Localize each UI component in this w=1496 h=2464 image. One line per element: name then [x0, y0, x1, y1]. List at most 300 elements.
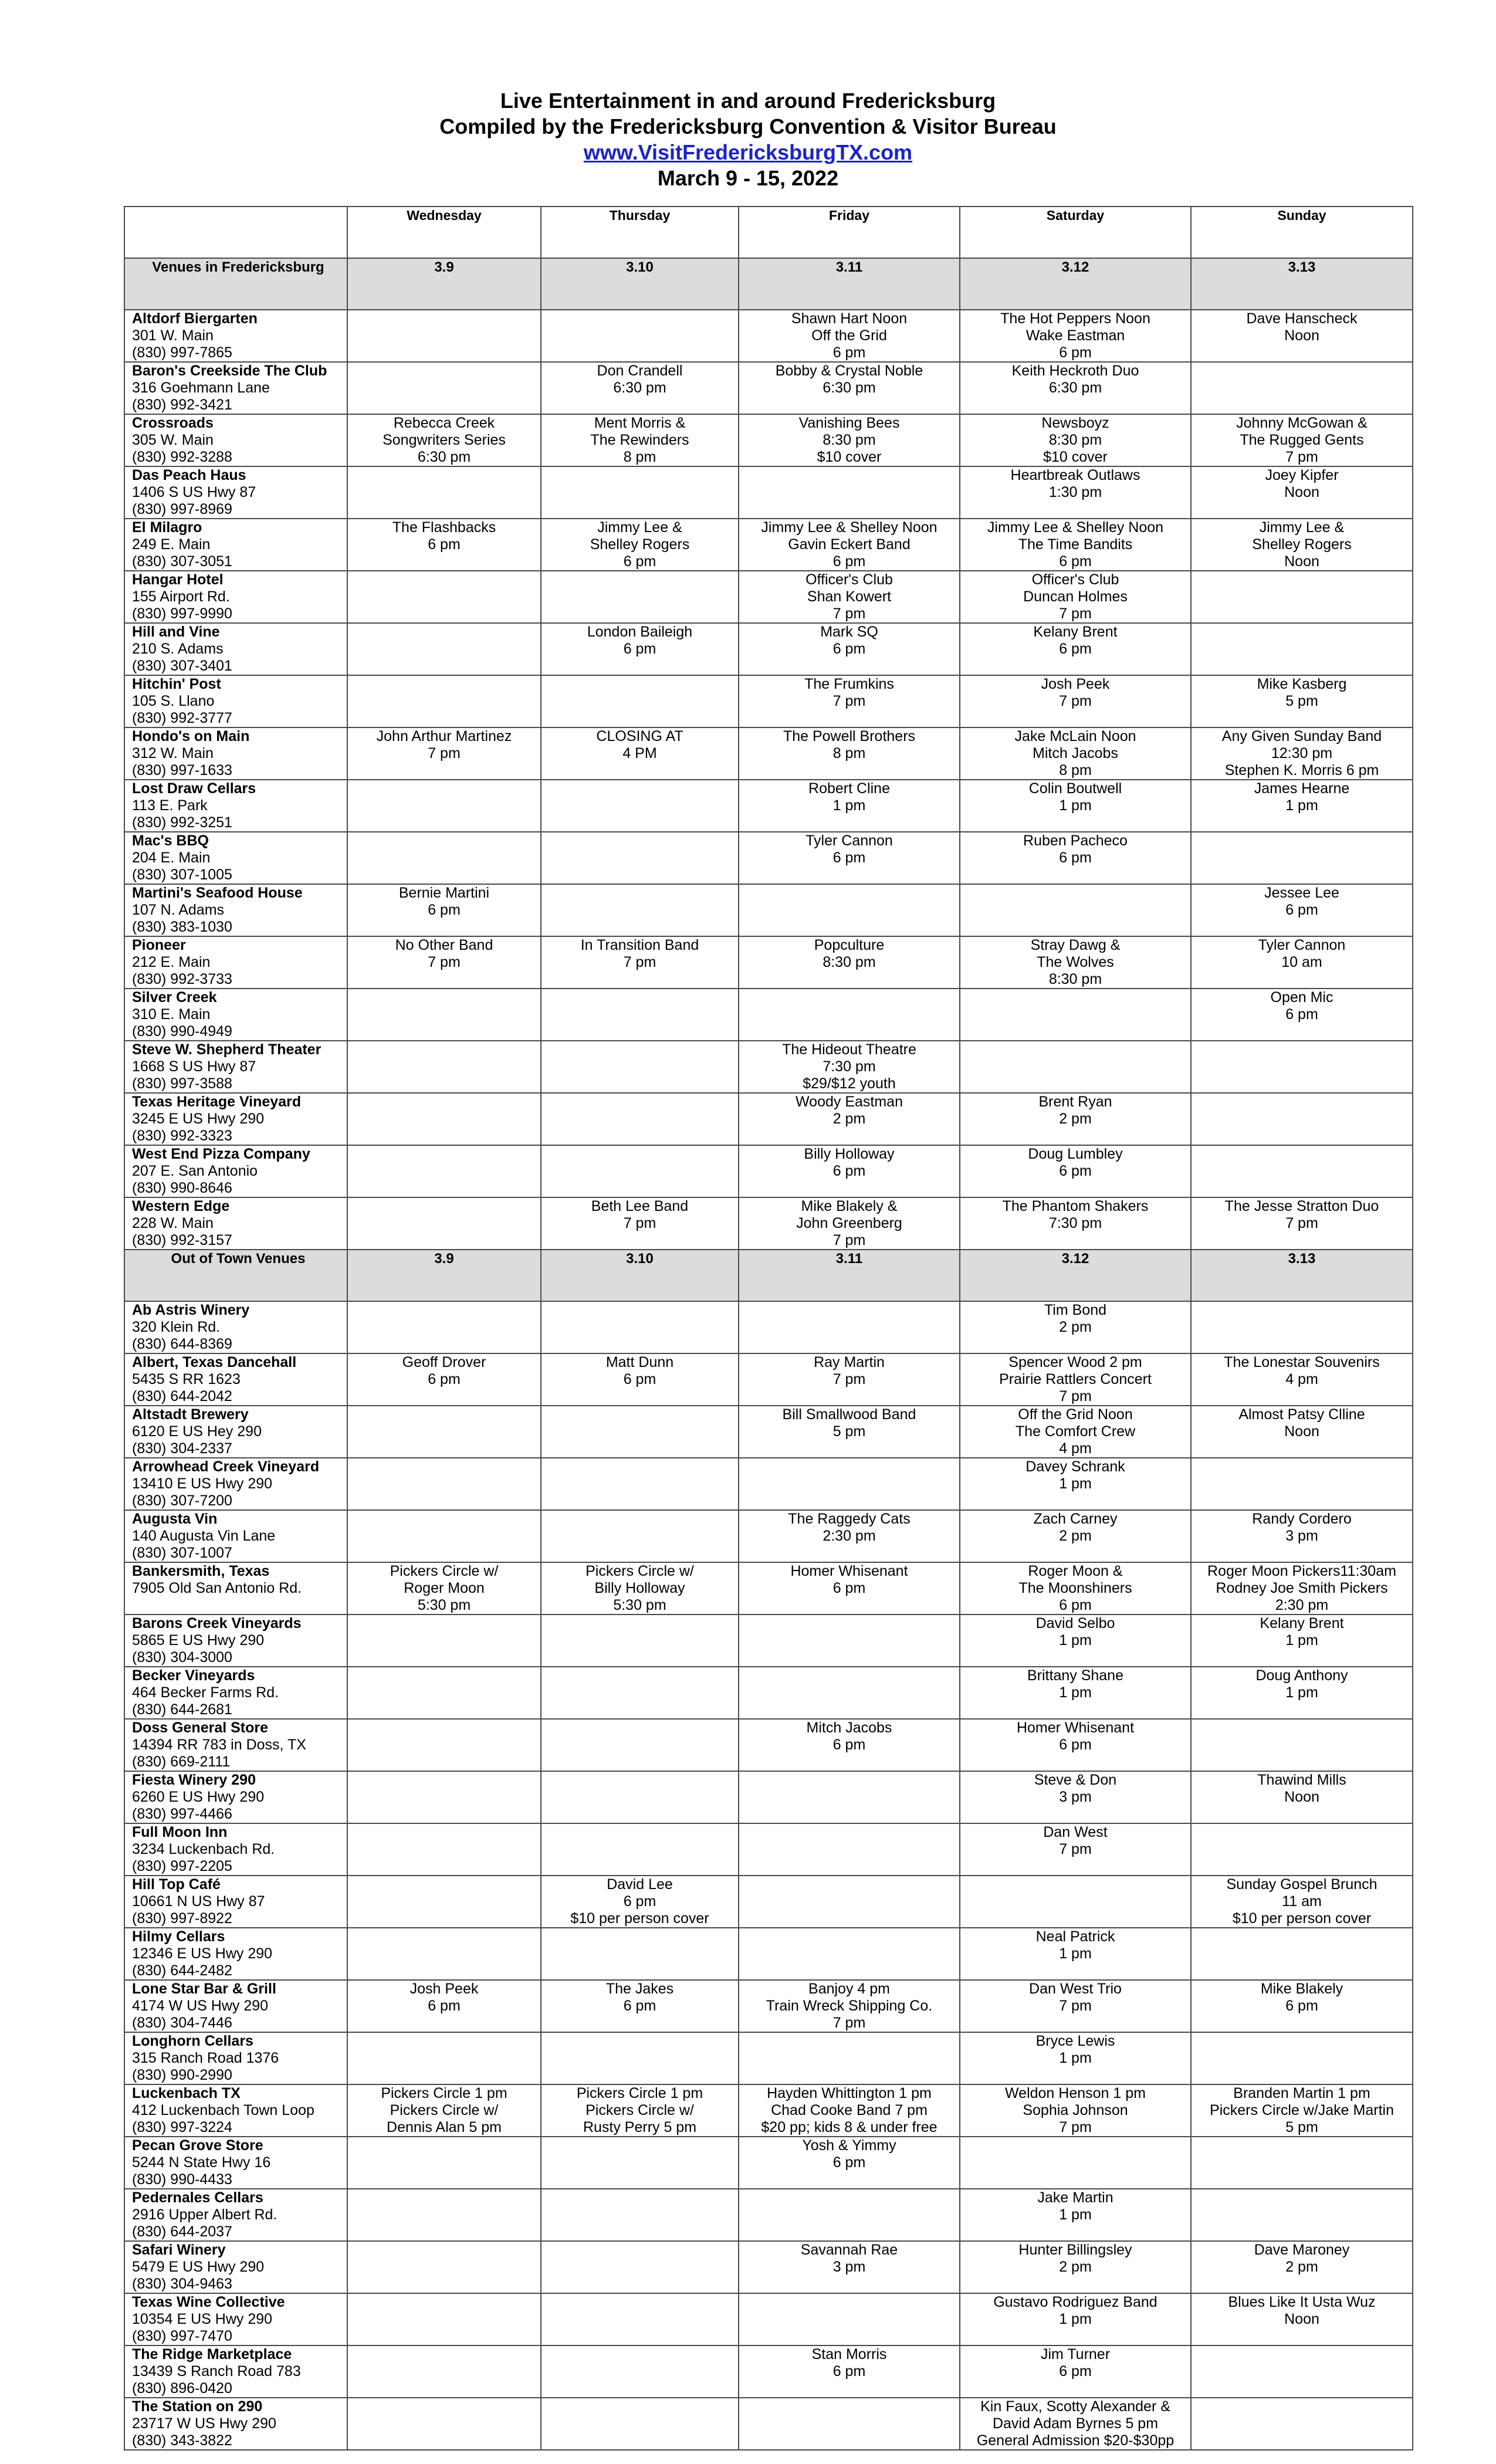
venue-name: Longhorn Cellars — [132, 2033, 253, 2049]
venue-cell — [124, 466, 347, 519]
venue-address: 212 E. Main — [132, 954, 211, 970]
event-cell — [960, 310, 1191, 362]
event-cell — [347, 727, 541, 780]
event-line: 6:30 pm — [417, 449, 471, 465]
venue-row — [124, 571, 1413, 623]
venue-phone: (830) 896-0420 — [132, 2380, 232, 2397]
event-line: The Frumkins — [804, 676, 894, 692]
event-cell — [960, 1615, 1191, 1667]
event-line: Shan Kowert — [807, 588, 892, 605]
venue-row — [124, 362, 1413, 414]
venue-phone: (830) 990-4433 — [132, 2171, 232, 2188]
event-cell — [1191, 623, 1413, 675]
event-line: Brittany Shane — [1027, 1667, 1123, 1684]
event-cell — [739, 2398, 960, 2450]
event-cell — [541, 1980, 739, 2032]
event-line: Thawind Mills — [1257, 1772, 1346, 1788]
event-line: 6 pm — [623, 1371, 656, 1387]
event-cell — [1191, 989, 1413, 1041]
event-line: David Selbo — [1035, 1615, 1115, 1632]
event-cell — [347, 675, 541, 727]
event-cell — [1191, 1510, 1413, 1562]
event-line: 12:30 pm — [1271, 745, 1333, 761]
event-line: 7 pm — [623, 1215, 656, 1231]
event-line: Off the Grid Noon — [1018, 1406, 1133, 1423]
venue-name: Barons Creek Vineyards — [132, 1615, 302, 1632]
venue-row — [124, 675, 1413, 727]
event-cell — [347, 1667, 541, 1719]
event-cell — [347, 1876, 541, 1928]
day-header: Sunday — [1191, 207, 1413, 258]
event-cell — [1191, 936, 1413, 989]
event-cell — [1191, 727, 1413, 780]
venue-row — [124, 310, 1413, 362]
venue-phone: (830) 997-8969 — [132, 501, 232, 517]
event-line: 1 pm — [1059, 797, 1092, 814]
event-line: Almost Patsy Clline — [1238, 1406, 1365, 1423]
event-cell — [960, 832, 1191, 884]
event-line: Ruben Pacheco — [1023, 832, 1128, 849]
venue-phone: (830) 990-2990 — [132, 2067, 232, 2083]
event-line: Beth Lee Band — [591, 1198, 689, 1214]
event-line: Kelany Brent — [1033, 624, 1118, 640]
event-cell — [541, 936, 739, 989]
event-line: Tyler Cannon — [1258, 937, 1346, 953]
event-line: Dave Hanscheck — [1246, 310, 1358, 327]
event-cell — [739, 1301, 960, 1353]
venue-phone: (830) 990-8646 — [132, 1180, 232, 1196]
event-line: No Other Band — [395, 937, 493, 953]
event-line: 2 pm — [1285, 2259, 1318, 2275]
event-line: Train Wreck Shipping Co. — [766, 1998, 933, 2014]
day-header-spacer — [124, 207, 347, 258]
event-line: The Hideout Theatre — [782, 1041, 916, 1058]
event-cell — [541, 310, 739, 362]
event-cell — [1191, 832, 1413, 884]
section-date: 3.12 — [960, 258, 1191, 310]
venue-row — [124, 623, 1413, 675]
venue-cell — [124, 2032, 347, 2084]
venue-address: 7905 Old San Antonio Rd. — [132, 1580, 302, 1596]
event-line: Roger Moon Pickers11:30am — [1207, 1563, 1396, 1579]
venue-address: 207 E. San Antonio — [132, 1163, 258, 1179]
event-line: 5:30 pm — [613, 1597, 666, 1613]
event-cell — [541, 1145, 739, 1197]
venue-cell — [124, 1771, 347, 1823]
venue-name: Martini's Seafood House — [132, 885, 303, 901]
event-line: 6 pm — [428, 902, 461, 918]
venue-name: Lost Draw Cellars — [132, 780, 256, 797]
event-cell — [1191, 884, 1413, 936]
event-line: David Adam Byrnes 5 pm — [992, 2415, 1159, 2432]
venue-cell — [124, 1823, 347, 1876]
event-cell — [960, 1928, 1191, 1980]
event-line: 6 pm — [623, 1893, 656, 1910]
event-cell — [960, 989, 1191, 1041]
venue-name: Western Edge — [132, 1198, 230, 1214]
event-line: Any Given Sunday Band — [1221, 728, 1382, 744]
event-line: Officer's Club — [1031, 571, 1119, 588]
event-line: 5 pm — [1285, 693, 1318, 709]
event-line: Pickers Circle 1 pm — [576, 2085, 703, 2101]
event-cell — [960, 362, 1191, 414]
venue-cell — [124, 832, 347, 884]
venue-phone: (830) 997-1633 — [132, 762, 232, 779]
event-cell — [739, 1771, 960, 1823]
venue-address: 5479 E US Hwy 290 — [132, 2259, 265, 2275]
venue-cell — [124, 1562, 347, 1615]
venue-cell — [124, 675, 347, 727]
venue-phone: (830) 992-3251 — [132, 814, 232, 831]
event-line: 7 pm — [832, 693, 866, 709]
venue-name: The Station on 290 — [132, 2398, 263, 2415]
venue-address: 6120 E US Hey 290 — [132, 1423, 262, 1440]
event-line: 6 pm — [832, 553, 866, 570]
event-cell — [541, 2137, 739, 2189]
event-line: The Comfort Crew — [1015, 1423, 1136, 1440]
event-line: 2 pm — [1059, 1111, 1092, 1127]
venue-cell — [124, 936, 347, 989]
venue-address: 305 W. Main — [132, 432, 214, 448]
venue-cell — [124, 1719, 347, 1771]
event-line: Brent Ryan — [1038, 1094, 1112, 1110]
event-cell — [739, 1093, 960, 1145]
venue-address: 14394 RR 783 in Doss, TX — [132, 1737, 306, 1753]
event-cell — [739, 310, 960, 362]
event-cell — [739, 780, 960, 832]
event-line: 7 pm — [1285, 1215, 1318, 1231]
event-line: Roger Moon & — [1028, 1563, 1123, 1579]
event-cell — [541, 1458, 739, 1510]
venue-phone: (830) 997-8922 — [132, 1910, 232, 1927]
event-cell — [1191, 2241, 1413, 2293]
venue-phone: (830) 343-3822 — [132, 2432, 232, 2449]
event-line: 1 pm — [1059, 1475, 1092, 1492]
venue-cell — [124, 1301, 347, 1353]
event-cell — [960, 936, 1191, 989]
event-line: 8 pm — [1059, 762, 1092, 779]
event-line: Jimmy Lee & Shelley Noon — [987, 519, 1164, 536]
event-line: Neal Patrick — [1035, 1928, 1115, 1945]
venue-name: Pecan Grove Store — [132, 2137, 263, 2154]
venue-phone: (830) 383-1030 — [132, 919, 232, 935]
event-line: Pickers Circle w/ — [585, 2102, 694, 2118]
event-line: Rodney Joe Smith Pickers — [1216, 1580, 1388, 1596]
event-line: 6 pm — [623, 553, 656, 570]
event-line: 7 pm — [623, 954, 656, 970]
schedule-table — [124, 206, 1413, 2451]
event-line: Steve & Don — [1034, 1772, 1117, 1788]
event-cell — [739, 1823, 960, 1876]
section-date: 3.10 — [541, 1250, 739, 1301]
event-cell — [1191, 1353, 1413, 1406]
event-cell — [1191, 1823, 1413, 1876]
event-cell — [960, 1197, 1191, 1250]
section-date: 3.11 — [739, 258, 960, 310]
venue-address: 2916 Upper Albert Rd. — [132, 2206, 277, 2223]
event-cell — [960, 1301, 1191, 1353]
event-cell — [1191, 2084, 1413, 2137]
venue-name: Crossroads — [132, 415, 214, 431]
venue-address: 412 Luckenbach Town Loop — [132, 2102, 314, 2118]
event-cell — [347, 2345, 541, 2398]
event-cell — [1191, 2398, 1413, 2450]
event-cell — [960, 884, 1191, 936]
venue-row — [124, 2293, 1413, 2345]
venue-row — [124, 1980, 1413, 2032]
venue-cell — [124, 884, 347, 936]
venue-name: Augusta Vin — [132, 1511, 218, 1527]
event-cell — [739, 1041, 960, 1093]
event-line: 6 pm — [428, 536, 461, 553]
event-line: Spencer Wood 2 pm — [1008, 1354, 1142, 1370]
event-line: 7 pm — [1059, 1998, 1092, 2014]
venue-phone: (830) 644-2042 — [132, 1388, 232, 1404]
event-cell — [541, 1823, 739, 1876]
event-line: 4 PM — [622, 745, 657, 761]
day-header: Friday — [739, 207, 960, 258]
event-line: 7 pm — [832, 1371, 866, 1387]
event-line: 8:30 pm — [1048, 971, 1102, 987]
venue-address: 301 W. Main — [132, 327, 214, 344]
event-line: 6 pm — [1059, 1597, 1092, 1613]
venue-phone: (830) 997-3224 — [132, 2119, 232, 2135]
event-cell — [960, 1980, 1191, 2032]
event-cell — [739, 1145, 960, 1197]
event-line: 2:30 pm — [823, 1528, 876, 1544]
event-line: Yosh & Yimmy — [802, 2137, 896, 2154]
event-line: 6 pm — [832, 1580, 866, 1596]
venue-address: 315 Ranch Road 1376 — [132, 2050, 279, 2066]
event-cell — [960, 1145, 1191, 1197]
event-line: Shelley Rogers — [590, 536, 690, 553]
venue-row — [124, 1353, 1413, 1406]
venue-row — [124, 2189, 1413, 2241]
event-line: Mike Blakely & — [801, 1198, 898, 1214]
venue-row — [124, 1301, 1413, 1353]
venue-name: West End Pizza Company — [132, 1146, 310, 1162]
event-cell — [739, 1667, 960, 1719]
event-cell — [541, 414, 739, 466]
event-cell — [739, 571, 960, 623]
venue-phone: (830) 997-7865 — [132, 344, 232, 361]
event-cell — [739, 362, 960, 414]
venue-row — [124, 1458, 1413, 1510]
event-cell — [541, 623, 739, 675]
venue-cell — [124, 1928, 347, 1980]
event-line: 6 pm — [1059, 553, 1092, 570]
event-line: Noon — [1284, 2311, 1319, 2327]
event-cell — [1191, 1406, 1413, 1458]
event-cell — [960, 1093, 1191, 1145]
website-link[interactable]: www.VisitFredericksburgTX.com — [583, 140, 913, 164]
event-line: In Transition Band — [580, 937, 699, 953]
venue-address: 5865 E US Hwy 290 — [132, 1632, 265, 1649]
venue-name: Becker Vineyards — [132, 1667, 255, 1684]
event-line: 8:30 pm — [1048, 432, 1102, 448]
event-line: 1 pm — [1059, 1632, 1092, 1649]
event-cell — [347, 2241, 541, 2293]
event-line: 3 pm — [1059, 1789, 1092, 1805]
event-cell — [739, 1980, 960, 2032]
event-cell — [541, 1719, 739, 1771]
event-line: Doug Anthony — [1255, 1667, 1348, 1684]
venue-name: Full Moon Inn — [132, 1824, 228, 1840]
venue-row — [124, 832, 1413, 884]
event-cell — [960, 1510, 1191, 1562]
event-line: David Lee — [607, 1876, 673, 1893]
event-cell — [960, 414, 1191, 466]
venue-address: 107 N. Adams — [132, 902, 225, 918]
venue-name: Altdorf Biergarten — [132, 310, 258, 327]
venue-address: 10661 N US Hwy 87 — [132, 1893, 265, 1910]
event-line: Homer Whisenant — [1016, 1720, 1135, 1736]
event-cell — [541, 2189, 739, 2241]
event-cell — [739, 1510, 960, 1562]
event-line: James Hearne — [1254, 780, 1350, 797]
event-line: Wake Eastman — [1025, 327, 1125, 344]
venue-name: Hilmy Cellars — [132, 1928, 225, 1945]
event-line: The Rugged Gents — [1240, 432, 1364, 448]
day-header: Wednesday — [347, 207, 541, 258]
event-cell — [960, 1771, 1191, 1823]
venue-address: 5435 S RR 1623 — [132, 1371, 241, 1387]
event-cell — [1191, 1876, 1413, 1928]
event-line: The Moonshiners — [1018, 1580, 1132, 1596]
event-line: Bryce Lewis — [1035, 2033, 1115, 2049]
venue-address: 316 Goehmann Lane — [132, 380, 270, 396]
venue-cell — [124, 1197, 347, 1250]
event-line: Rebecca Creek — [393, 415, 495, 431]
event-line: The Flashbacks — [392, 519, 496, 536]
venue-cell — [124, 727, 347, 780]
event-line: 3 pm — [1285, 1528, 1318, 1544]
event-line: Pickers Circle w/Jake Martin — [1210, 2102, 1394, 2118]
page-title: Live Entertainment in and around Fredericksburg — [500, 89, 996, 113]
event-line: 4 pm — [1059, 1440, 1092, 1457]
venue-row — [124, 1928, 1413, 1980]
event-line: Colin Boutwell — [1028, 780, 1122, 797]
event-line: 1 pm — [1059, 2050, 1092, 2066]
event-line: 6:30 pm — [823, 380, 876, 396]
event-cell — [960, 1353, 1191, 1406]
venue-name: Luckenbach TX — [132, 2085, 241, 2101]
event-cell — [739, 2241, 960, 2293]
event-cell — [347, 1928, 541, 1980]
event-cell — [541, 1406, 739, 1458]
event-line: 6 pm — [1059, 2363, 1092, 2380]
venue-address: 155 Airport Rd. — [132, 588, 230, 605]
event-cell — [347, 414, 541, 466]
venue-name: Hill and Vine — [132, 624, 220, 640]
event-line: General Admission $20-$30pp — [976, 2432, 1175, 2449]
venue-row — [124, 466, 1413, 519]
event-line: $10 per person cover — [1232, 1910, 1372, 1927]
event-line: 6:30 pm — [1048, 380, 1102, 396]
event-line: Geoff Drover — [402, 1354, 486, 1370]
event-cell — [739, 1458, 960, 1510]
event-cell — [960, 2345, 1191, 2398]
event-cell — [739, 1562, 960, 1615]
venue-cell — [124, 1458, 347, 1510]
event-line: Chad Cooke Band 7 pm — [771, 2102, 928, 2118]
venue-address: 1668 S US Hwy 87 — [132, 1058, 256, 1075]
event-cell — [347, 1353, 541, 1406]
venue-row — [124, 1145, 1413, 1197]
venue-name: Albert, Texas Dancehall — [132, 1354, 297, 1370]
venue-phone: (830) 992-3421 — [132, 397, 232, 413]
section-header-row — [124, 1250, 1413, 1301]
venue-phone: (830) 990-4949 — [132, 1023, 232, 1040]
event-cell — [1191, 362, 1413, 414]
event-cell — [541, 780, 739, 832]
event-cell — [960, 2032, 1191, 2084]
venue-cell — [124, 1615, 347, 1667]
event-cell — [347, 1406, 541, 1458]
event-line: 6 pm — [1059, 344, 1092, 361]
event-cell — [541, 1876, 739, 1928]
venue-cell — [124, 2293, 347, 2345]
event-line: Joey Kipfer — [1265, 467, 1339, 483]
venue-address: 10354 E US Hwy 290 — [132, 2311, 273, 2327]
event-line: Officer's Club — [805, 571, 893, 588]
event-cell — [739, 936, 960, 989]
venue-name: Baron's Creekside The Club — [132, 363, 327, 379]
event-line: Savannah Rae — [800, 2242, 898, 2258]
event-line: 7 pm — [1059, 605, 1092, 622]
venue-row — [124, 2032, 1413, 2084]
event-line: 1 pm — [1285, 1684, 1318, 1701]
venue-phone: (830) 669-2111 — [132, 1754, 231, 1770]
section-date: 3.9 — [347, 1250, 541, 1301]
venue-row — [124, 2084, 1413, 2137]
event-cell — [739, 623, 960, 675]
event-cell — [347, 623, 541, 675]
event-line: Homer Whisenant — [790, 1563, 908, 1579]
event-line: Jim Turner — [1040, 2346, 1111, 2363]
event-line: 6 pm — [1059, 849, 1092, 866]
venue-phone: (830) 307-7200 — [132, 1492, 232, 1509]
event-line: Tyler Cannon — [805, 832, 893, 849]
event-cell — [347, 1562, 541, 1615]
event-cell — [541, 1301, 739, 1353]
page-subtitle: Compiled by the Fredericksburg Convention & Visitor Bureau — [439, 114, 1057, 138]
event-cell — [739, 1876, 960, 1928]
event-line: 2:30 pm — [1275, 1597, 1329, 1613]
event-cell — [347, 2293, 541, 2345]
venue-row — [124, 1771, 1413, 1823]
event-cell — [1191, 1301, 1413, 1353]
venue-row — [124, 780, 1413, 832]
event-cell — [1191, 310, 1413, 362]
event-line: Noon — [1284, 1423, 1319, 1440]
event-cell — [541, 1562, 739, 1615]
event-cell — [960, 2189, 1191, 2241]
venue-address: 6260 E US Hwy 290 — [132, 1789, 265, 1805]
event-line: 6 pm — [1285, 1998, 1318, 2014]
event-cell — [347, 2189, 541, 2241]
venue-address: 1406 S US Hwy 87 — [132, 484, 256, 500]
event-cell — [960, 1406, 1191, 1458]
event-line: Noon — [1284, 1789, 1319, 1805]
venue-cell — [124, 989, 347, 1041]
venue-phone: (830) 644-2037 — [132, 2223, 232, 2240]
event-cell — [739, 2032, 960, 2084]
venue-phone: (830) 992-3323 — [132, 1128, 232, 1144]
event-cell — [541, 675, 739, 727]
event-line: 1 pm — [1059, 1945, 1092, 1962]
event-line: 1 pm — [1285, 1632, 1318, 1649]
